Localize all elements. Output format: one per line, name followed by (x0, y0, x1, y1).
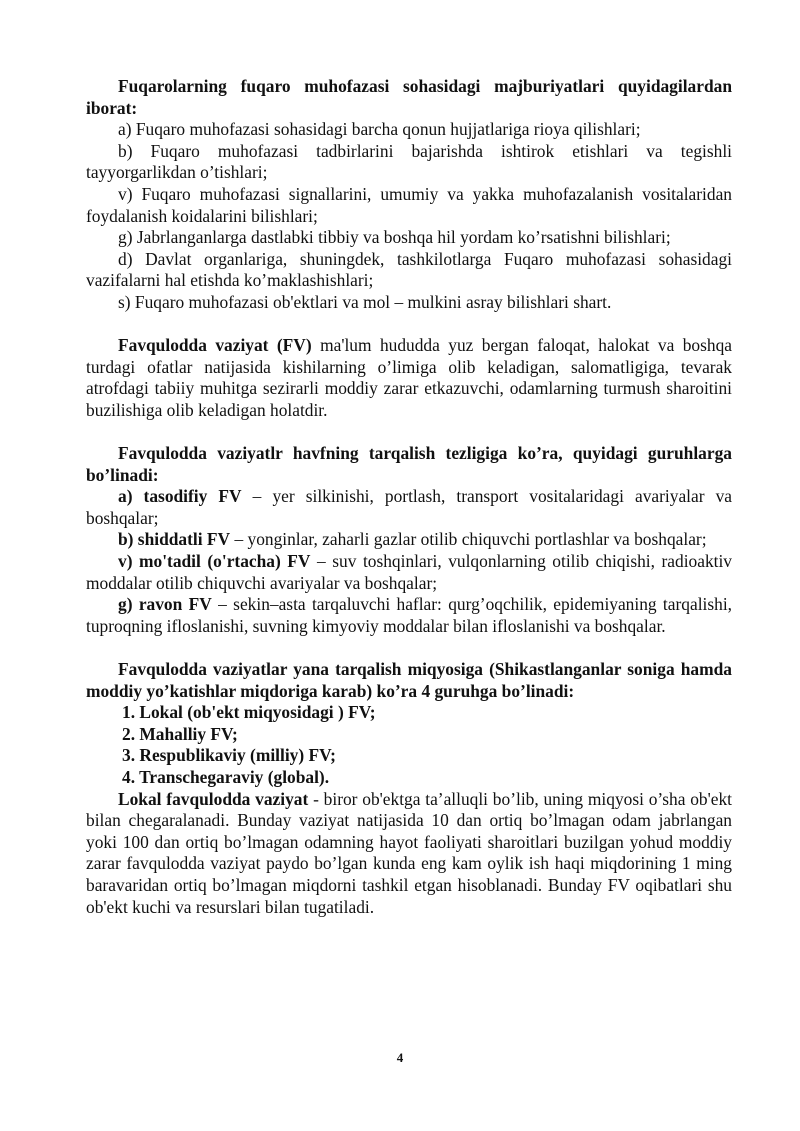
scale-list-item-2: 2. Mahalliy FV; (122, 723, 238, 744)
section3-item-g: g) ravon FV – sekin–asta tarqaluvchi haflar: qurg’oqchilik, epidemiyaning tarqalishi, tuproqning ifloslanishi, suvning kimyoviy moddalar bilan ifloslanishi va boshqalar. (86, 594, 732, 636)
section1-item-g: g) Jabrlanganlarga dastlabki tibbiy va boshqa hil yordam ko’rsatishni bilishlari; (118, 227, 671, 248)
section4-heading: Favqulodda vaziyatlar yana tarqalish miqyosiga (Shikastlanganlar soniga hamda moddiy yo’katishlar miqdoriga karab) ko’ra 4 guruhga bo’linadi: (86, 659, 732, 701)
section1-item-b: b) Fuqaro muhofazasi tadbirlarini bajarishda ishtirok etishlari va tegishli tayyorgarlikdan o’tishlari; (86, 140, 732, 183)
fv-term: Favqulodda vaziyat (FV) (118, 335, 312, 356)
local-fv-term: Lokal favqulodda vaziyat (118, 788, 309, 809)
section3-item-v: v) mo'tadil (o'rtacha) FV – suv toshqinlari, vulqonlarning otilib chiqishi, radioaktiv moddalar otilib chiquvchi avariyalar va boshqalar; (86, 551, 732, 593)
scale-list-item-3: 3. Respublikaviy (milliy) FV; (122, 745, 336, 766)
section3-item-term: b) shiddatli FV (118, 529, 231, 550)
section3-item-a: a) tasodifiy FV – yer silkinishi, portlash, transport vositalaridagi avariyalar va boshqalar; (86, 486, 732, 528)
section3-item-term: v) mo'tadil (o'rtacha) FV (118, 551, 311, 572)
section3-item-b: b) shiddatli FV – yonginlar, zaharli gazlar otilib chiquvchi portlashlar va boshqalar; (118, 529, 707, 550)
section3-item-term: g) ravon FV (118, 594, 212, 615)
section3-heading: Favqulodda vaziyatlr havfning tarqalish tezligiga ko’ra, quyidagi guruhlarga bo’linadi: (86, 443, 732, 485)
section3-item-term: a) tasodifiy FV (118, 486, 242, 507)
scale-list-item-1: 1. Lokal (ob'ekt miqyosidagi ) FV; (122, 702, 376, 723)
section1-heading: Fuqarolarning fuqaro muhofazasi sohasidagi majburiyatlari quyidagilardan iborat: (86, 76, 732, 118)
fv-definition-paragraph (86, 335, 732, 421)
fv-definition-text: ma'lum hududda yuz bergan faloqat, halokat va boshqa turdagi ofatlar natijasida kishilarning o’limiga olib keladigan, salomatligiga, tevarak atrofdagi tabiiy muhitga sezirarli moddiy zarar etkazuvchi, odamlarning turmush sharoitini buzilishiga olib keladigan holatdir. (86, 335, 732, 420)
local-fv-definition-paragraph (86, 789, 732, 919)
section1-item-s: s) Fuqaro muhofazasi ob'ektlari va mol – mulkini asray bilishlari shart. (118, 291, 612, 312)
scale-list-item-4: 4. Transchegaraviy (global). (122, 767, 330, 787)
section1-item-a: a) Fuqaro muhofazasi sohasidagi barcha qonun hujjatlariga rioya qilishlari; (118, 119, 641, 140)
section1-item-v: v) Fuqaro muhofazasi signallarini, umumiy va yakka muhofazalanish vositalaridan foydalanish koidalarini bilishlari; (86, 183, 732, 226)
local-fv-definition-text: - biror ob'ektga ta’alluqli bo’lib, uning miqyosi o’sha ob'ekt bilan chegaralanadi. Bunday vaziyat natijasida 10 dan ortiq bo’lmagan odam jabrlangan yoki 100 dan ortiq bo’lmagan odamning hayot faoliyati sharoitlari buzilgan yohud moddiy zarar favqulodda vaziyat paydo bo’lgan kunda eng kam oylik ish haqi miqdorining 1 ming baravaridan ortiq bo’lmagan miqdorni tashkil etgan hisoblanadi. Bunday FV oqibatlari shu ob'ekt kuchi va resurslari bilan tugatiladi. (86, 788, 732, 917)
section1-item-d: d) Davlat organlariga, shuningdek, tashkilotlarga Fuqaro muhofazasi sohasidagi vazifalarni hal etishda ko’maklashishlari; (86, 248, 732, 291)
page-number: 4 (396, 1050, 404, 1065)
